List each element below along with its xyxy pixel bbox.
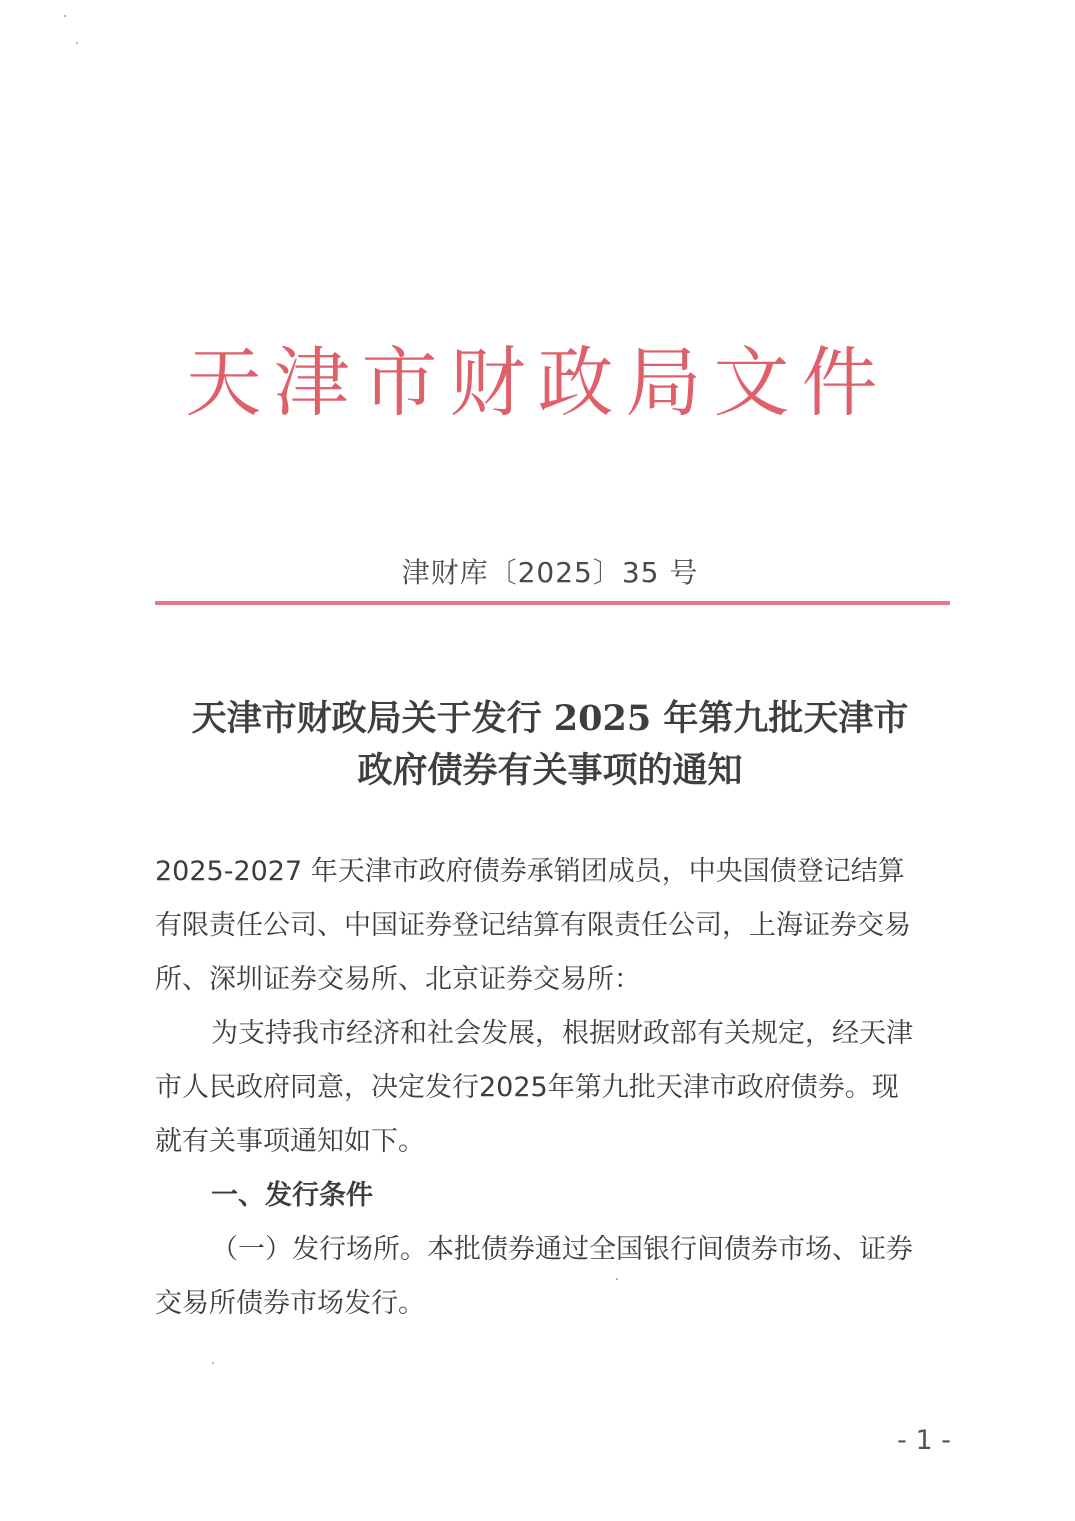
addressee-line-1: 2025-2027 年天津市政府债券承销团成员，中央国债登记结算 — [155, 856, 905, 887]
scan-speck — [212, 1362, 214, 1364]
addressee-line-2: 有限责任公司、中国证券登记结算有限责任公司，上海证券交易 — [155, 910, 911, 941]
scan-speck — [616, 1278, 618, 1280]
section-heading — [155, 1169, 950, 1223]
document-number: 津财库〔2025〕35 号 — [401, 556, 699, 589]
page-number: - 1 - — [897, 1425, 951, 1456]
section-1-heading: 一、发行条件 — [211, 1180, 373, 1211]
title-line-2: 政府债券有关事项的通知 — [357, 750, 743, 791]
intro-paragraph — [155, 1007, 950, 1169]
item-1-line-1: （一）发行场所。本批债券通过全国银行间债券市场、证券 — [211, 1234, 913, 1265]
intro-line-2: 市人民政府同意，决定发行2025年第九批天津市政府债券。现 — [155, 1072, 899, 1103]
addressee-paragraph — [155, 845, 950, 1007]
intro-line-3: 就有关事项通知如下。 — [155, 1126, 425, 1157]
red-divider-line — [155, 601, 950, 605]
document-masthead: 天津市财政局文件 — [185, 338, 890, 427]
document-title — [150, 693, 950, 797]
document-body — [155, 845, 950, 1331]
scan-speck — [76, 42, 78, 44]
item-1-paragraph — [155, 1223, 950, 1331]
scan-speck — [64, 15, 66, 17]
addressee-line-3: 所、深圳证券交易所、北京证券交易所： — [155, 964, 641, 995]
title-line-1: 天津市财政局关于发行 2025 年第九批天津市 — [191, 698, 909, 739]
intro-line-1: 为支持我市经济和社会发展，根据财政部有关规定，经天津 — [211, 1018, 913, 1049]
item-1-line-2: 交易所债券市场发行。 — [155, 1288, 425, 1319]
